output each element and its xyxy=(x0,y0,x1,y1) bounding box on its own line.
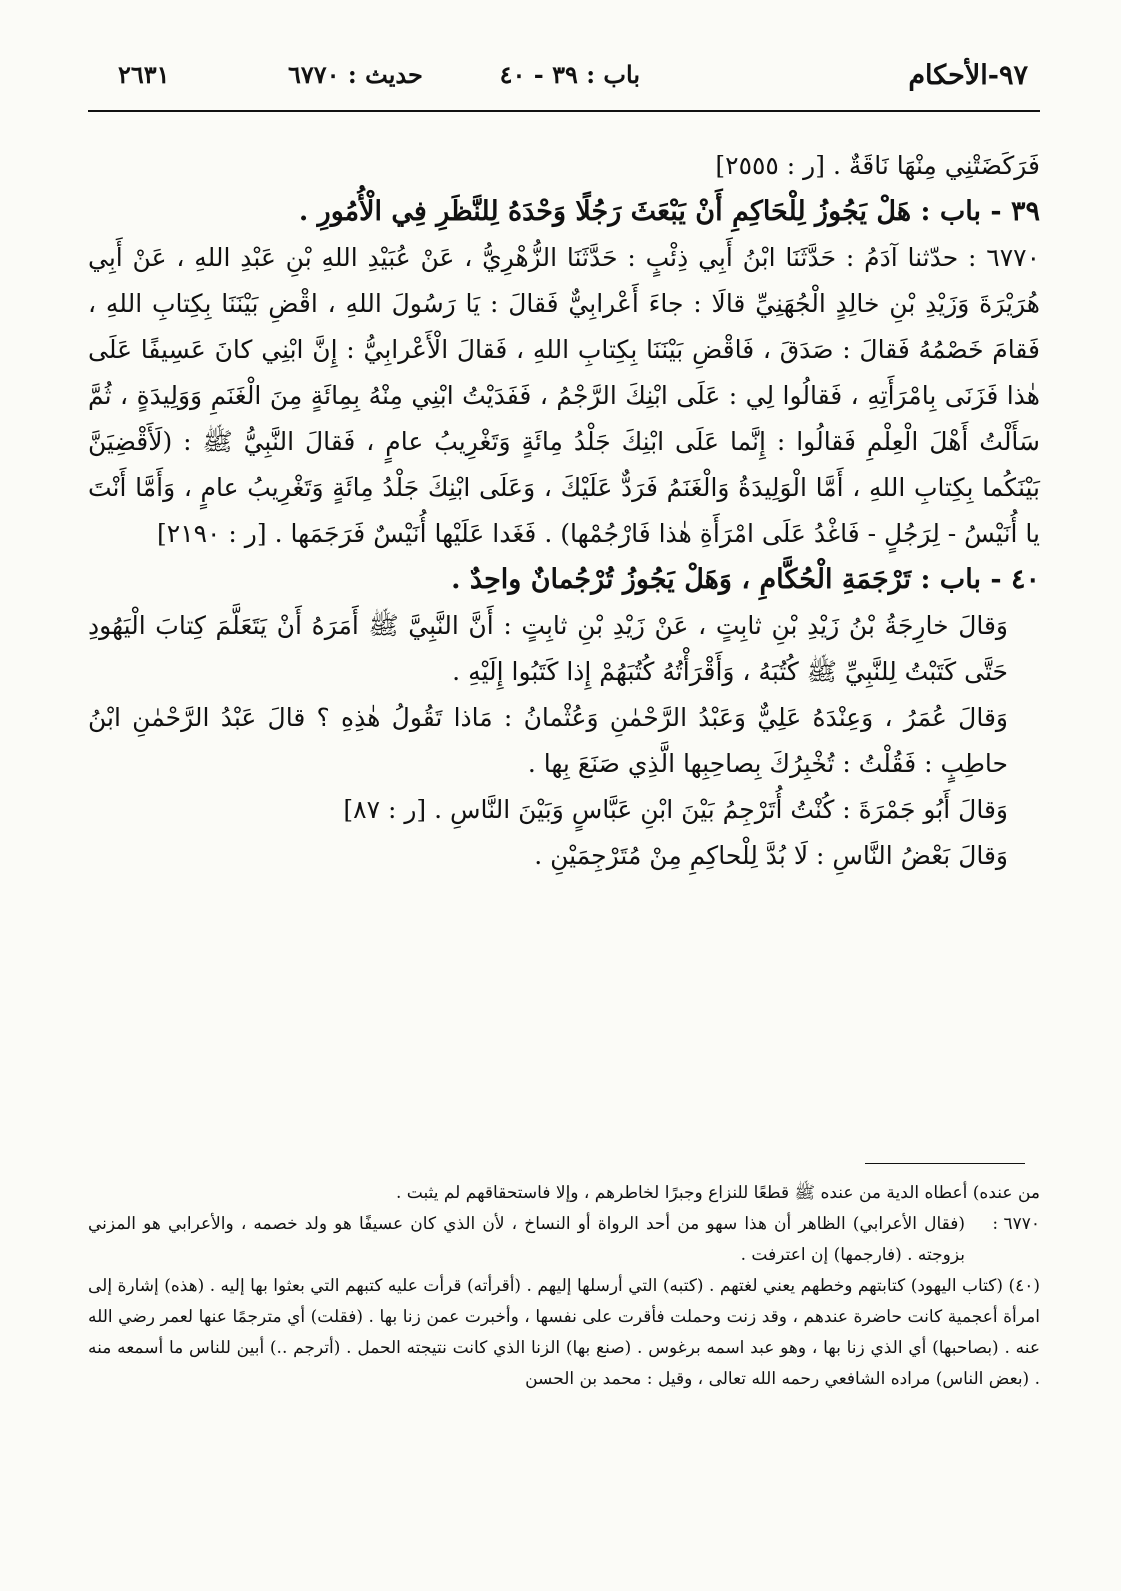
footnote-40: (٤٠) (كتاب اليهود) كتابتهم وخطهم يعني لغتهم . (كتبه) التي أرسلها إليهم . (أقرأته) قرأت عليه كتبهم التي بعثوا بها إليه . (هذه) إشارة إلى امرأة أعجمية كانت حاضرة عندهم ، وقد زنت وحملت فأقرت على نفسها ، وأخبرت عمن زنا بها . (فقلت) أي مترجمًا عنها لعمر رضي الله عنه . (بصاحبها) أي الذي زنا بها ، وهو عبد اسمه برغوس . (صنع بها) الزنا الذي كانت نتيجته الحمل . (أترجم ..) أبين للناس ما أسمعه منه . (بعض الناس) مراده الشافعي رحمه الله تعالى ، وقيل : محمد بن الحسن xyxy=(88,1276,1040,1389)
footnote-continued: من عنده) أعطاه الدية من عنده ﷺ قطعًا للنزاع وجبرًا لخاطرهم ، وإلا فاستحقاقهم لم يثبت . xyxy=(395,1183,1040,1203)
page-number: ٢٦٣١ xyxy=(118,60,170,89)
chapter-heading-39: ٣٩ - باب : هَلْ يَجُوزُ لِلْحَاكِمِ أَنْ يَبْعَثَ رَجُلًا وَحْدَهُ لِلنَّظَرِ فِي الْأُمُورِ . xyxy=(298,196,1040,227)
hadith-6770: ٦٧٧٠ : حدّثنا آدَمُ : حَدَّثَنَا ابْنُ أَبِي ذِئْبٍ : حَدَّثَنَا الزُّهْرِيُّ ، عَنْ عُبَيْدِ اللهِ بْنِ عَبْدِ اللهِ ، عَنْ أَبِي هُرَيْرَةَ وَزَيْدِ بْنِ خالِدٍ الْجُهَنِيِّ قالَا : جاءَ أَعْرابِيٌّ فَقالَ : يَا رَسُولَ اللهِ ، اقْضِ بَيْنَنَا بِكِتابِ اللهِ ، فَقامَ خَصْمُهُ فَقالَ : صَدَقَ ، فَاقْضِ بَيْنَنَا بِكِتابِ اللهِ ، فَقالَ الْأَعْرابِيُّ : إِنَّ ابْنِي كانَ عَسِيفًا عَلَى هٰذا فَزَنَى بِامْرَأَتِهِ ، فَقالُوا لِي : عَلَى ابْنِكَ الرَّجْمُ ، فَفَدَيْتُ ابْنِي مِنْهُ بِمِائَةٍ مِنَ الْغَنَمِ وَوَلِيدَةٍ ، ثُمَّ سَأَلْتُ أَهْلَ الْعِلْمِ فَقالُوا : إِنَّما عَلَى ابْنِكَ جَلْدُ مِائَةٍ وَتَغْرِيبُ عامٍ ، فَقالَ النَّبِيُّ ﷺ : (لَأَقْضِيَنَّ بَيْنَكُما بِكِتابِ اللهِ ، أَمَّا الْوَلِيدَةُ وَالْغَنَمُ فَرَدٌّ عَلَيْكَ ، وَعَلَى ابْنِكَ جَلْدُ مِائَةٍ وَتَغْرِيبُ عامٍ ، وَأَمَّا أَنْتَ يا أُنَيْسُ - لِرَجُلٍ - فَاغْدُ عَلَى امْرَأَةِ هٰذا فَارْجُمْها) . فَغَدا عَلَيْها أُنَيْسٌ فَرَجَمَها . [ر : ٢١٩٠] xyxy=(88,243,1040,548)
running-header xyxy=(88,50,1040,112)
paragraph-some-people: وَقالَ بَعْضُ النَّاسِ : لَا بُدَّ لِلْحاكِمِ مِنْ مُتَرْجِمَيْنِ . xyxy=(534,841,1008,870)
chapter-range: باب : ٣٩ - ٤٠ xyxy=(499,60,640,89)
book-title: ٩٧-الأحكام xyxy=(908,60,1028,91)
footnote-divider xyxy=(865,1163,1025,1164)
footnote-6770-text: (فقال الأعرابي) الظاهر أن هذا سهو من أحد الرواة أو النساخ ، لأن الذي كان عسيفًا هو ولد خصمه ، والأعرابي هو المزني بزوجته . (فارجمها) إن اعترفت . xyxy=(88,1214,965,1265)
footnote-6770 xyxy=(88,1209,1040,1271)
paragraph-kharija: وَقالَ خارِجَةُ بْنُ زَيْدِ بْنِ ثابِتٍ ، عَنْ زَيْدِ بْنِ ثابِتٍ : أَنَّ النَّبِيَّ ﷺ أَمَرَهُ أَنْ يَتَعَلَّمَ كِتابَ الْيَهُودِ حَتَّى كَتَبْتُ لِلنَّبِيِّ ﷺ كُتُبَهُ ، وَأَقْرَأْتُهُ كُتُبَهُمْ إِذا كَتَبُوا إِلَيْهِ . xyxy=(88,611,1008,686)
main-text xyxy=(88,143,1040,879)
footnotes xyxy=(88,1178,1040,1395)
hadith-number: حديث : ٦٧٧٠ xyxy=(288,60,423,89)
footnote-number: ٦٧٧٠ : xyxy=(992,1214,1040,1234)
paragraph-umar: وَقالَ عُمَرُ ، وَعِنْدَهُ عَلِيٌّ وَعَبْدُ الرَّحْمٰنِ وَعُثْمانُ : مَاذا تَقُولُ هٰذِهِ ؟ قالَ عَبْدُ الرَّحْمٰنِ ابْنُ حاطِبٍ : فَقُلْتُ : تُخْبِرُكَ بِصاحِبِها الَّذِي صَنَعَ بِها . xyxy=(88,703,1008,778)
paragraph-abu-jamra: وَقالَ أَبُو جَمْرَةَ : كُنْتُ أُتَرْجِمُ بَيْنَ ابْنِ عَبَّاسٍ وَبَيْنَ النَّاسِ . [ر : ٨٧] xyxy=(343,795,1008,824)
continuation-line: فَرَكَضَتْنِي مِنْهَا نَاقَةٌ . [ر : ٢٥٥٥] xyxy=(715,151,1040,180)
chapter-heading-40: ٤٠ - باب : تَرْجَمَةِ الْحُكَّامِ ، وَهَلْ يَجُوزُ تُرْجُمانٌ واحِدٌ . xyxy=(451,564,1040,595)
